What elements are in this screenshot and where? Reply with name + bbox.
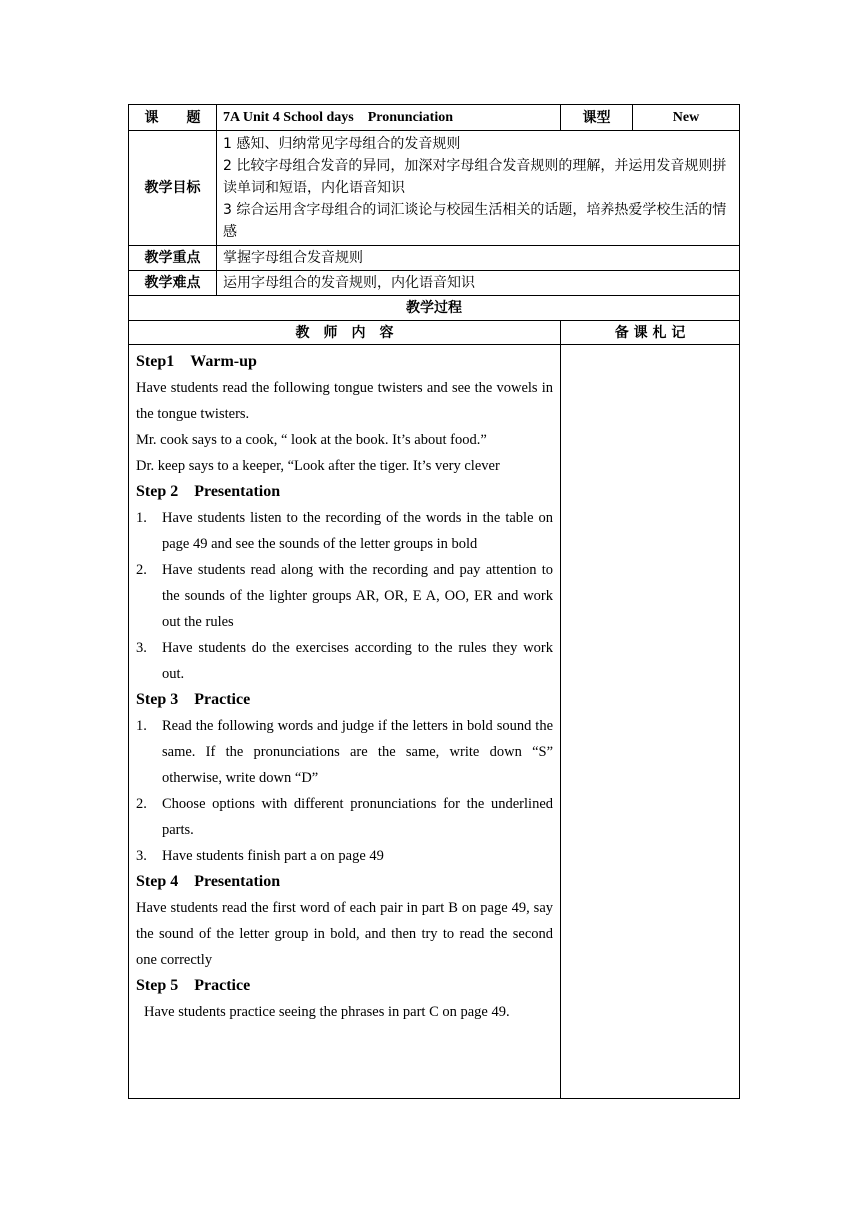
lesson-plan-page <box>128 104 739 1099</box>
topic-value: 7A Unit 4 School days Pronunciation <box>217 105 561 131</box>
objective-item: 3 综合运用含字母组合的词汇谈论与校园生活相关的话题，培养热爱学校生活的情感 <box>223 202 727 240</box>
key-points-value: 掌握字母组合发音规则 <box>217 246 740 271</box>
list-item: 3. Have students finish part a on page 49 <box>136 848 384 864</box>
difficulties-row <box>129 271 740 296</box>
teacher-content-header: 教 师 内 容 <box>129 321 561 345</box>
process-title-row <box>129 296 740 321</box>
objectives-row <box>129 131 740 246</box>
lesson-type-label: 课型 <box>561 105 633 131</box>
step-list <box>136 713 568 869</box>
list-item: 3. Have students do the exercises according to the rules they work out. <box>136 640 554 682</box>
list-item: 1. Read the following words and judge if the letters in bold sound the same. If the pronunciations are the same, write down “S” otherwise, write down “D” <box>136 718 568 786</box>
step-paragraph: Mr. cook says to a cook, “ look at the book. It’s about food.” <box>136 432 487 448</box>
process-header-row <box>129 321 740 345</box>
step-heading: Step 3 Practice <box>136 691 251 708</box>
difficulties-value: 运用字母组合的发音规则，内化语音知识 <box>217 271 740 296</box>
objective-item: 2 比较字母组合发音的异同，加深对字母组合发音规则的理解，并运用发音规则拼读单词和短语，内化语音知识 <box>223 158 727 196</box>
objectives-label: 教学目标 <box>129 131 217 246</box>
objectives-content <box>217 131 740 246</box>
list-item: 2. Have students read along with the recording and pay attention to the sounds of the lighter groups AR, OR, E A, OO, ER and work out the rules <box>136 562 554 630</box>
step-paragraph: Have students read the first word of each pair in part B on page 49, say the sound of the letter group in bold, and then try to read the second one correctly <box>136 900 554 968</box>
lesson-type-value: New <box>633 105 740 131</box>
lesson-plan-table <box>128 104 740 1099</box>
step-paragraph: Have students read the following tongue twisters and see the vowels in the tongue twisters. <box>136 380 554 422</box>
topic-label: 课 题 <box>129 105 217 131</box>
step-heading: Step1 Warm-up <box>136 353 257 370</box>
teacher-content <box>129 345 568 1099</box>
key-points-row <box>129 246 740 271</box>
process-body-row <box>129 345 740 1099</box>
step-paragraph: Have students practice seeing the phrases in part C on page 49. <box>144 1004 510 1020</box>
step-heading: Step 5 Practice <box>136 977 251 994</box>
key-points-label: 教学重点 <box>129 246 217 271</box>
step-list <box>136 505 553 687</box>
topic-row <box>129 105 740 131</box>
difficulties-label: 教学难点 <box>129 271 217 296</box>
list-item: 2. Choose options with different pronunciations for the underlined parts. <box>136 796 554 838</box>
step-heading: Step 2 Presentation <box>136 483 281 500</box>
notes-cell <box>561 345 740 1099</box>
list-item: 1. Have students listen to the recording of the words in the table on page 49 and see the sounds of the letter groups in bold <box>136 510 554 552</box>
process-title: 教学过程 <box>129 296 740 321</box>
objective-item: 1 感知、归纳常见字母组合的发音规则 <box>223 136 461 152</box>
step-paragraph: Dr. keep says to a keeper, “Look after the tiger. It’s very clever <box>136 458 500 474</box>
step-heading: Step 4 Presentation <box>136 873 281 890</box>
notes-header: 备 课 札 记 <box>561 321 740 345</box>
